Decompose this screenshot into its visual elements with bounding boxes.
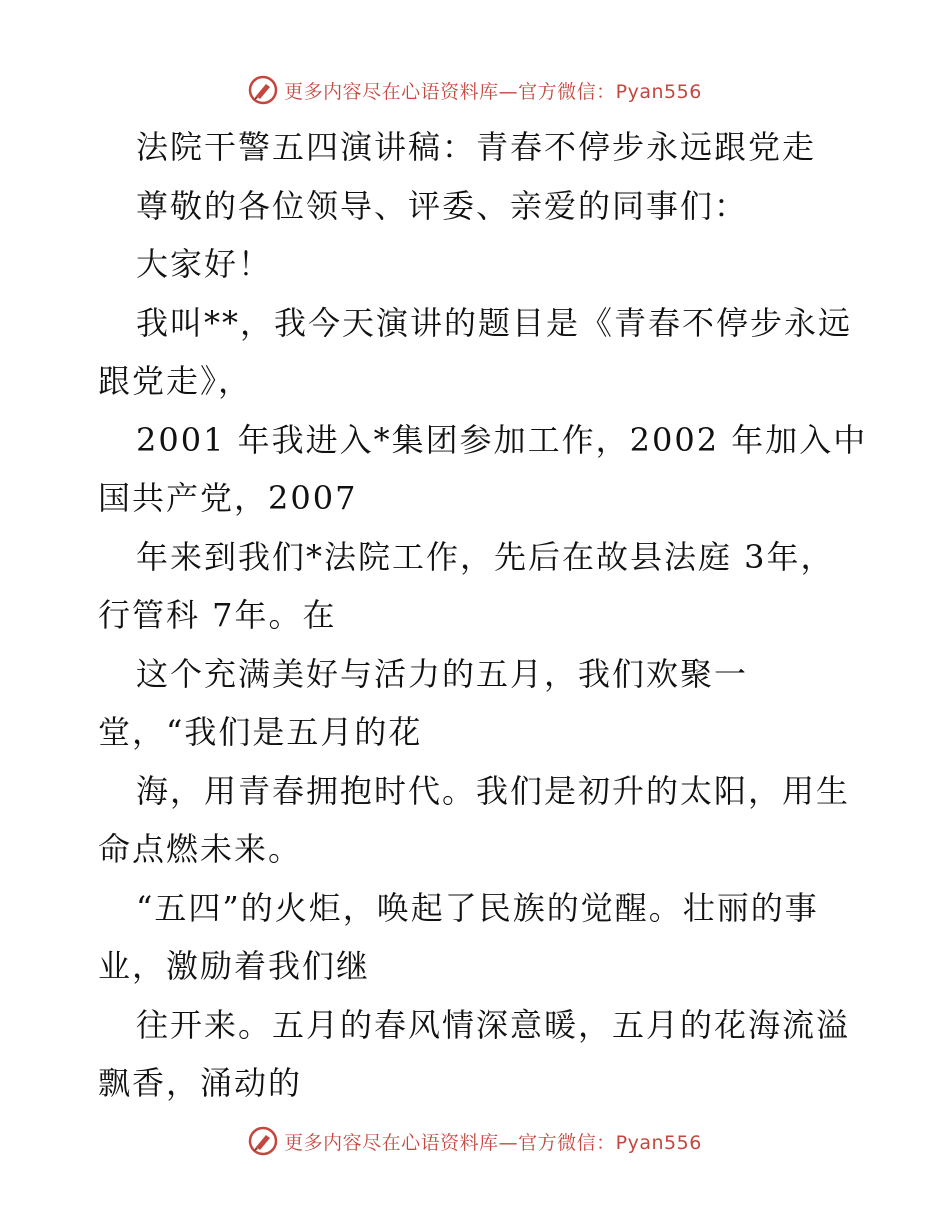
text-line: 行管科 7年。在 xyxy=(98,596,337,634)
text-line: 年来到我们*法院工作，先后在故县法庭 3年， xyxy=(136,537,835,576)
text-line: 跟党走》， xyxy=(98,362,253,400)
text-line: 飘香，涌动的 xyxy=(98,1064,303,1102)
text-line: 业，激励着我们继 xyxy=(98,947,371,985)
text-line: 海，用青春拥抱时代。我们是初升的太阳，用生 xyxy=(136,771,851,810)
text-line: 2001 年我进入*集团参加工作，2002 年加入中 xyxy=(136,420,868,459)
pen-logo-icon xyxy=(248,1126,278,1156)
text-line: 命点燃未来。 xyxy=(98,830,303,868)
text-line: 堂，“我们是五月的花 xyxy=(98,713,423,751)
salutation: 尊敬的各位领导、评委、亲爱的同事们： xyxy=(136,186,749,225)
document-body xyxy=(98,118,868,1113)
greeting: 大家好！ xyxy=(136,245,273,283)
doc-title: 法院干警五四演讲稿：青春不停步永远跟党走 xyxy=(136,128,817,166)
text-line: 这个充满美好与活力的五月，我们欢聚一 xyxy=(136,654,749,693)
banner-text: 更多内容尽在心语资料库—官方微信：Pyan556 xyxy=(284,80,702,103)
banner-text: 更多内容尽在心语资料库—官方微信：Pyan556 xyxy=(284,1131,702,1154)
pen-logo-icon xyxy=(248,75,278,105)
header-banner xyxy=(0,70,950,110)
footer-banner xyxy=(0,1121,950,1161)
text-line: “五四”的火炬，唤起了民族的觉醒。壮丽的事 xyxy=(136,888,819,927)
text-line: 国共产党，2007 xyxy=(98,479,358,517)
text-line: 我叫**，我今天演讲的题目是《青春不停步永远 xyxy=(136,303,853,342)
text-line: 往开来。五月的春风情深意暖，五月的花海流溢 xyxy=(136,1005,851,1044)
